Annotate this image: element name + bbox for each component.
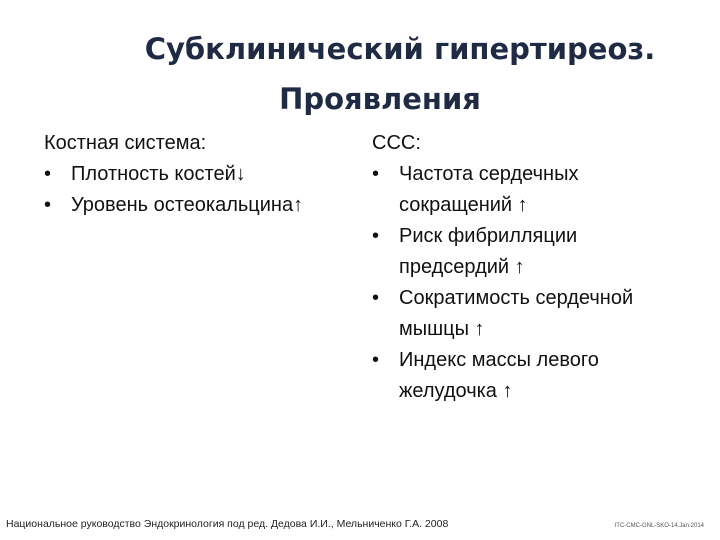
bullet-icon: • (44, 194, 52, 216)
list-item (372, 159, 692, 221)
list-item (372, 221, 692, 283)
bullet-icon: • (44, 163, 52, 185)
list-item-text: Риск фибрилляции предсердий ↑ (399, 225, 578, 278)
list-item-text: Уровень остеокальцина↑ (71, 194, 304, 216)
bullet-icon: • (372, 225, 380, 247)
list-item-text: Плотность костей↓ (71, 163, 246, 185)
bullet-icon: • (372, 349, 380, 371)
list-item (44, 159, 344, 190)
bone-system-list (44, 159, 344, 221)
bone-system-column (44, 128, 344, 221)
bone-system-heading: Костная система: (44, 132, 207, 154)
reference-footnote: Национальное руководство Эндокринология под ред. Дедова И.И., Мельниченко Г.А. 2008 (6, 518, 449, 530)
slide-code: ITC-CMC-GNL-SKO-14.Jan.2014 (614, 523, 704, 529)
list-item-text: Частота сердечных сокращений ↑ (399, 163, 579, 216)
bullet-icon: • (372, 163, 380, 185)
list-item (372, 345, 692, 407)
slide-title (0, 24, 720, 124)
list-item (372, 283, 692, 345)
cardiovascular-column (372, 128, 692, 407)
list-item-text: Индекс массы левого желудочка ↑ (399, 349, 599, 402)
bullet-icon: • (372, 287, 380, 309)
list-item-text: Сократимость сердечной мышцы ↑ (399, 287, 634, 340)
slide-title-line-2: Проявления (279, 82, 481, 116)
slide-title-line-1: Субклинический гипертиреоз. (144, 32, 656, 66)
cardiovascular-heading: ССС: (372, 132, 421, 154)
cardiovascular-list (372, 159, 692, 407)
list-item (44, 190, 344, 221)
